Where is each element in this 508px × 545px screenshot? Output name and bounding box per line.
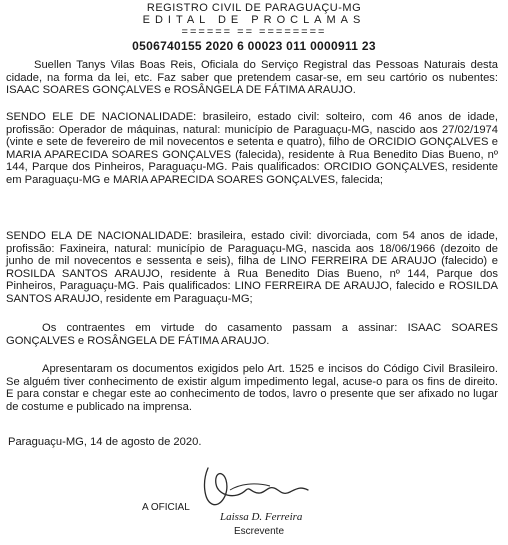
signature-names-paragraph: Os contraentes em virtude do casamento passam a assinar: ISAAC SOARES GONÇALVES e ROSÂNGELA DE FÁTIMA ARAUJO. bbox=[6, 322, 498, 347]
intro-paragraph: Suellen Tanys Vilas Boas Reis, Oficiala do Serviço Registral das Pessoas Naturais desta cidade, na forma da lei, etc. Faz saber que pretendem casar-se, em seu cartório os nubentes: ISAAC SOARES GONÇALVES e ROSÂNGELA DE FÁTIMA ARAUJO. bbox=[6, 59, 498, 97]
bride-paragraph: SENDO ELA DE NACIONALIDADE: brasileira, estado civil: divorciada, com 54 anos de idade, profissão: Faxineira, natural: município de Paraguaçu-MG, nascida aos 18/06/1966 (dezoito de junho de mil novecentos e sessenta e seis), filha de LINO FERREIRA DE ARAUJO (falecido) e ROSILDA SANTOS ARAUJO, residente à Rua Benedito Dias Bueno, nº 144, Parque dos Pinheiros, Paraguaçu-MG. Pais qualificados: LINO FERREIRA DE ARAUJO, falecido e ROSILDA SANTOS ARAUJO, residente em Paraguaçu-MG; bbox=[6, 230, 498, 305]
groom-paragraph: SENDO ELE DE NACIONALIDADE: brasileiro, estado civil: solteiro, com 46 anos de idade, profissão: Operador de máquinas, natural: município de Paraguaçu-MG, nascido aos 27/02/1974 (vinte e sete de fevereiro de mil novecentos e setenta e quatro), filho de ORCIDIO GONÇALVES e MARIA APARECIDA SOARES GONÇALVES (falecida), residente à Rua Benedito Dias Bueno, nº 144, Parque dos Pinheiros, Paraguaçu-MG. Pais qualificados: ORCIDIO GONÇALVES, residente em Paraguaçu-MG e MARIA APARECIDA SOARES GONÇALVES, falecida; bbox=[6, 111, 498, 186]
title-underline: ====== == ======== bbox=[181, 26, 327, 38]
edital-title: EDITAL DE PROCLAMAS bbox=[142, 14, 366, 26]
registry-title: REGISTRO CIVIL DE PARAGUAÇU-MG bbox=[146, 2, 362, 14]
signature-block bbox=[130, 460, 370, 545]
date-line: Paraguaçu-MG, 14 de agosto de 2020. bbox=[8, 436, 202, 448]
protocol-number: 0506740155 2020 6 00023 011 0000911 23 bbox=[132, 39, 376, 53]
signer-title: Escrevente bbox=[234, 526, 285, 537]
signature-label: A OFICIAL bbox=[142, 502, 190, 513]
documents-paragraph: Apresentaram os documentos exigidos pelo Art. 1525 e incisos do Código Civil Brasileiro. Se alguém tiver conhecimento de existir algum impedimento legal, acuse-o para os fins de direito. E para constar e chegar este ao conhecimento de todos, lavro o presente que ser afixado no lugar de costume e publicado na imprensa. bbox=[6, 363, 498, 413]
signer-name: Laissa D. Ferreira bbox=[220, 511, 303, 523]
